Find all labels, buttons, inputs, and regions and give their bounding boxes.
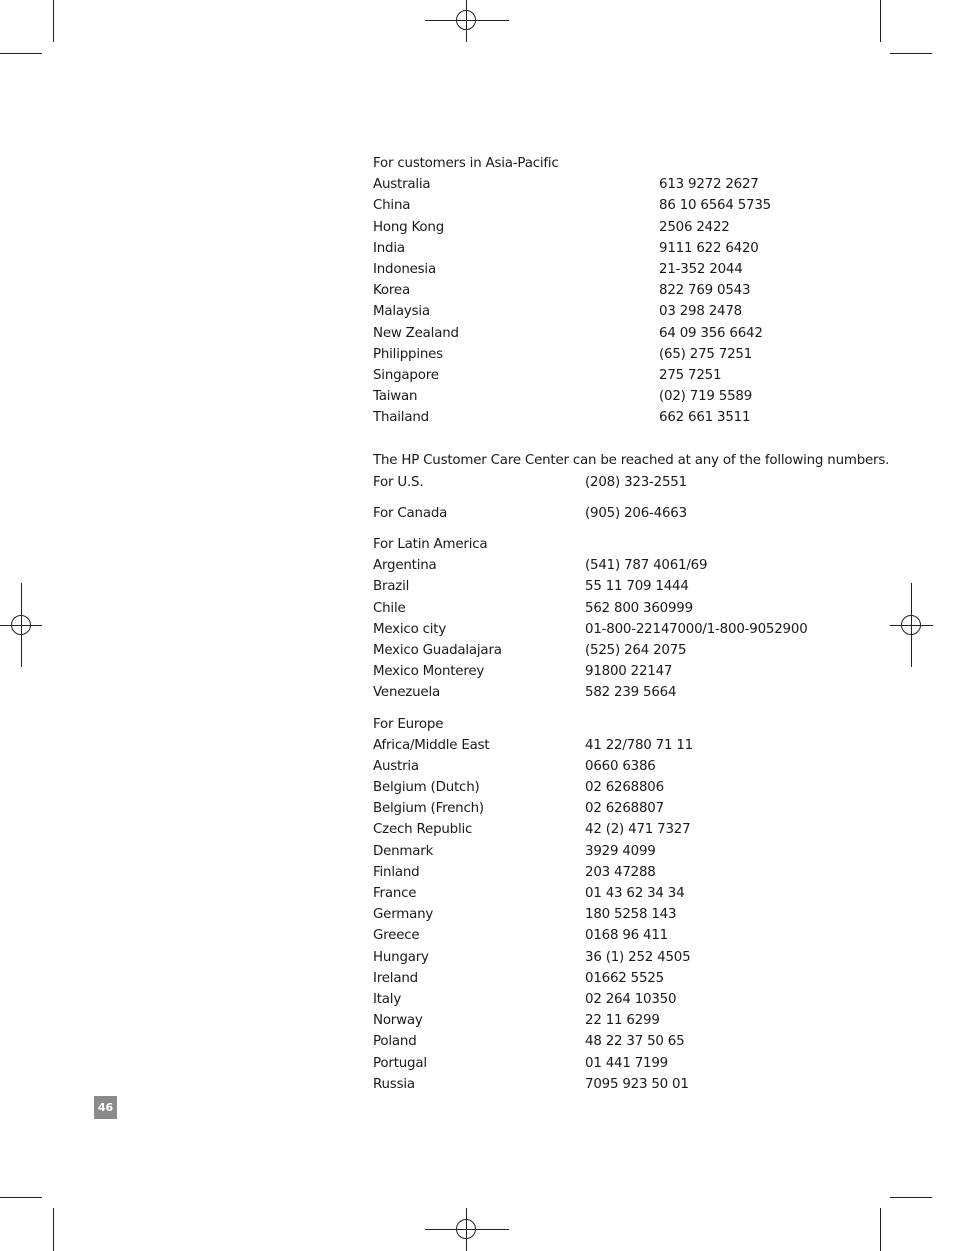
country-name: Belgium (French) (373, 801, 484, 817)
country-name: Russia (373, 1076, 415, 1092)
country-name: Hungary (373, 949, 429, 965)
list-item (373, 238, 843, 259)
country-name: Italy (373, 991, 402, 1007)
phone-number: 01662 5525 (585, 970, 664, 986)
list-item (373, 280, 843, 301)
europe-heading: For Europe (373, 716, 444, 732)
list-item (373, 841, 843, 862)
list-item (373, 968, 843, 989)
list-item (373, 344, 843, 365)
country-name: Mexico Monterey (373, 664, 485, 680)
country-name: Mexico Guadalajara (373, 642, 502, 658)
latin-america-list (373, 555, 843, 703)
phone-number: 22 11 6299 (585, 1013, 660, 1029)
europe-list (373, 735, 843, 1095)
list-item (373, 947, 843, 968)
phone-number: 613 9272 2627 (659, 177, 759, 193)
spacer (373, 493, 843, 503)
country-name: Mexico city (373, 621, 447, 637)
us-label: For U.S. (373, 474, 424, 490)
phone-number: 562 800 360999 (585, 600, 693, 616)
phone-number: 48 22 37 50 65 (585, 1034, 685, 1050)
list-item (373, 682, 843, 703)
spacer (373, 704, 843, 714)
phone-number: 02 264 10350 (585, 991, 677, 1007)
spacer (373, 428, 843, 450)
country-name: Indonesia (373, 261, 436, 277)
country-name: Poland (373, 1034, 417, 1050)
list-item (373, 862, 843, 883)
phone-number: 822 769 0543 (659, 283, 751, 299)
country-name: Austria (373, 758, 419, 774)
asia-pacific-section (373, 153, 843, 428)
phone-number: 203 47288 (585, 864, 656, 880)
country-name: Africa/Middle East (373, 737, 490, 753)
country-name: New Zealand (373, 325, 459, 341)
phone-directory (373, 153, 890, 1095)
country-name: Korea (373, 283, 410, 299)
list-item (373, 174, 843, 195)
list-item (373, 576, 843, 597)
country-name: Czech Republic (373, 822, 473, 838)
list-item (373, 661, 843, 682)
country-name: China (373, 198, 411, 214)
country-name: Denmark (373, 843, 434, 859)
list-item (373, 735, 843, 756)
list-item (373, 883, 843, 904)
phone-number: 0168 96 411 (585, 928, 668, 944)
country-name: Singapore (373, 367, 439, 383)
list-item (373, 640, 843, 661)
phone-number: 64 09 356 6642 (659, 325, 763, 341)
list-item (373, 1031, 843, 1052)
list-item (373, 1010, 843, 1031)
country-name: Malaysia (373, 304, 430, 320)
list-item (373, 555, 843, 576)
phone-number: 03 298 2478 (659, 304, 742, 320)
list-item (373, 301, 843, 322)
page-number: 46 (94, 1096, 117, 1119)
phone-number: 02 6268806 (585, 780, 664, 796)
phone-number: (541) 787 4061/69 (585, 558, 708, 574)
latin-america-heading: For Latin America (373, 537, 488, 552)
country-name: Philippines (373, 346, 443, 362)
list-item (373, 217, 843, 238)
country-name: Chile (373, 600, 406, 616)
phone-number: 41 22/780 71 11 (585, 737, 693, 753)
us-row (373, 472, 843, 493)
country-name: Hong Kong (373, 219, 444, 235)
canada-row (373, 503, 843, 524)
phone-number: 55 11 709 1444 (585, 579, 689, 595)
phone-number: 7095 923 50 01 (585, 1076, 689, 1092)
list-item (373, 925, 843, 946)
list-item (373, 798, 843, 819)
country-name: Norway (373, 1013, 423, 1029)
country-name: Venezuela (373, 685, 440, 701)
phone-number: 582 239 5664 (585, 685, 677, 701)
list-item (373, 259, 843, 280)
country-name: Argentina (373, 558, 437, 574)
list-item (373, 777, 843, 798)
country-name: France (373, 886, 417, 901)
list-item (373, 386, 843, 407)
phone-number: 36 (1) 252 4505 (585, 949, 691, 965)
country-name: Portugal (373, 1055, 427, 1071)
list-item (373, 989, 843, 1010)
list-item (373, 904, 843, 925)
country-name: Taiwan (373, 389, 418, 405)
country-name: Finland (373, 864, 420, 880)
country-name: Greece (373, 928, 420, 944)
phone-number: (65) 275 7251 (659, 346, 753, 362)
list-item (373, 407, 843, 428)
country-name: Brazil (373, 579, 410, 595)
phone-number: 01 43 62 34 34 (585, 886, 685, 901)
list-item (373, 1074, 843, 1095)
asia-pacific-list (373, 174, 843, 428)
phone-number: 01-800-22147000/1-800-9052900 (585, 621, 808, 637)
customer-care-intro: The HP Customer Care Center can be reached at any of the following numbers. (373, 453, 890, 469)
country-name: India (373, 240, 405, 256)
phone-number: 91800 22147 (585, 664, 673, 680)
europe-section (373, 714, 843, 1095)
list-item (373, 598, 843, 619)
list-item (373, 619, 843, 640)
phone-number: 662 661 3511 (659, 410, 751, 426)
list-item (373, 323, 843, 344)
list-item (373, 195, 843, 216)
list-item (373, 756, 843, 777)
phone-number: 9111 622 6420 (659, 240, 759, 256)
phone-number: 86 10 6564 5735 (659, 198, 772, 214)
country-name: Belgium (Dutch) (373, 780, 480, 796)
spacer (373, 524, 843, 534)
country-name: Germany (373, 907, 434, 923)
list-item (373, 1053, 843, 1074)
country-name: Thailand (373, 410, 429, 426)
phone-number: 0660 6386 (585, 758, 656, 774)
country-name: Australia (373, 177, 431, 193)
phone-number: 2506 2422 (659, 219, 730, 235)
phone-number: (02) 719 5589 (659, 389, 753, 405)
country-name: Ireland (373, 970, 418, 986)
canada-phone: (905) 206-4663 (585, 505, 687, 521)
canada-label: For Canada (373, 505, 448, 521)
phone-number: 275 7251 (659, 367, 722, 383)
latin-america-section (373, 534, 843, 704)
asia-pacific-heading: For customers in Asia-Pacific (373, 156, 559, 171)
phone-number: 42 (2) 471 7327 (585, 822, 691, 838)
phone-number: 01 441 7199 (585, 1055, 668, 1071)
us-phone: (208) 323-2551 (585, 474, 687, 490)
phone-number: 02 6268807 (585, 801, 664, 817)
phone-number: 180 5258 143 (585, 907, 677, 923)
list-item (373, 819, 843, 840)
phone-number: 21-352 2044 (659, 261, 743, 277)
phone-number: 3929 4099 (585, 843, 656, 859)
phone-number: (525) 264 2075 (585, 642, 687, 658)
list-item (373, 365, 843, 386)
